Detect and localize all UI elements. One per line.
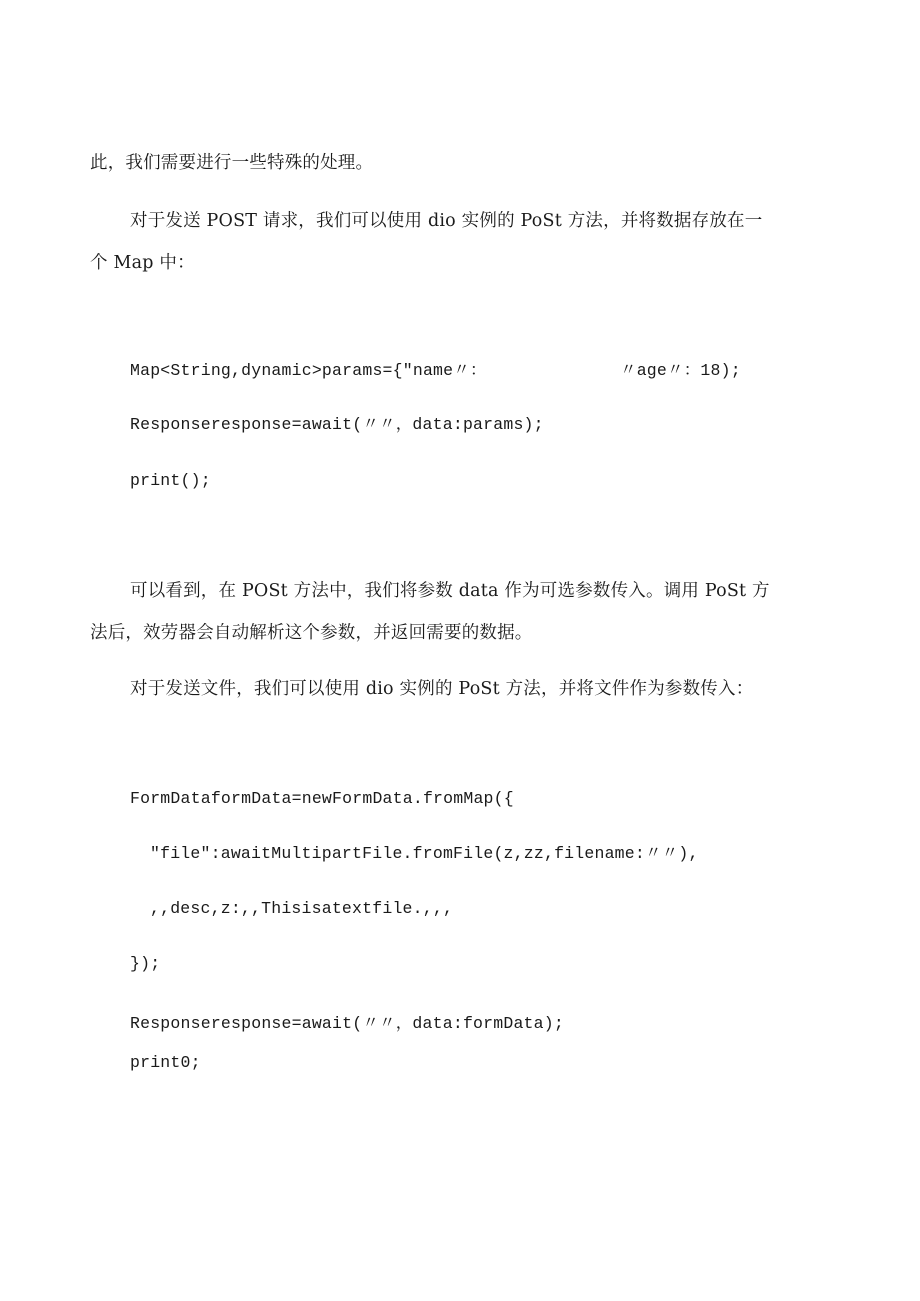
code-2-line-4: }); (130, 954, 161, 973)
paragraph-3-line-2: 法后，效劳器会自动解析这个参数，并返回需要的数据。 (90, 623, 533, 643)
code-2-line-5: Responseresponse=await(〃〃，data:formData); (130, 1014, 564, 1033)
code-2-line-3: ,,desc,z:,,Thisisatextfile.,,, (150, 899, 454, 918)
code-2-line-2: "file":awaitMultipartFile.fromFile(z,zz,filename:〃〃), (150, 844, 699, 863)
paragraph-1-line-1: 此，我们需要进行一些特殊的处理。 (90, 153, 374, 173)
code-1-line-3: print(); (130, 471, 211, 490)
code-2-line-6: print0; (130, 1053, 201, 1072)
code-1-line-2: Responseresponse=await(〃〃，data:params); (130, 415, 544, 434)
code-2-line-1: FormDataformData=newFormData.fromMap({ (130, 789, 514, 808)
paragraph-3-line-1: 可以看到，在 POSt 方法中，我们将参数 data 作为可选参数传入。调用 PoSt 方 (130, 581, 770, 601)
code-1-line-1a: Map<String,dynamic>params={"name〃： (130, 361, 487, 380)
paragraph-4-line-1: 对于发送文件，我们可以使用 dio 实例的 PoSt 方法，并将文件作为参数传入： (130, 679, 754, 699)
paragraph-2-line-2: 个 Map 中： (90, 253, 195, 273)
code-1-line-1b: 〃age〃：18); (620, 361, 741, 380)
paragraph-2-line-1: 对于发送 POST 请求，我们可以使用 dio 实例的 PoSt 方法，并将数据存放在一 (130, 211, 763, 231)
